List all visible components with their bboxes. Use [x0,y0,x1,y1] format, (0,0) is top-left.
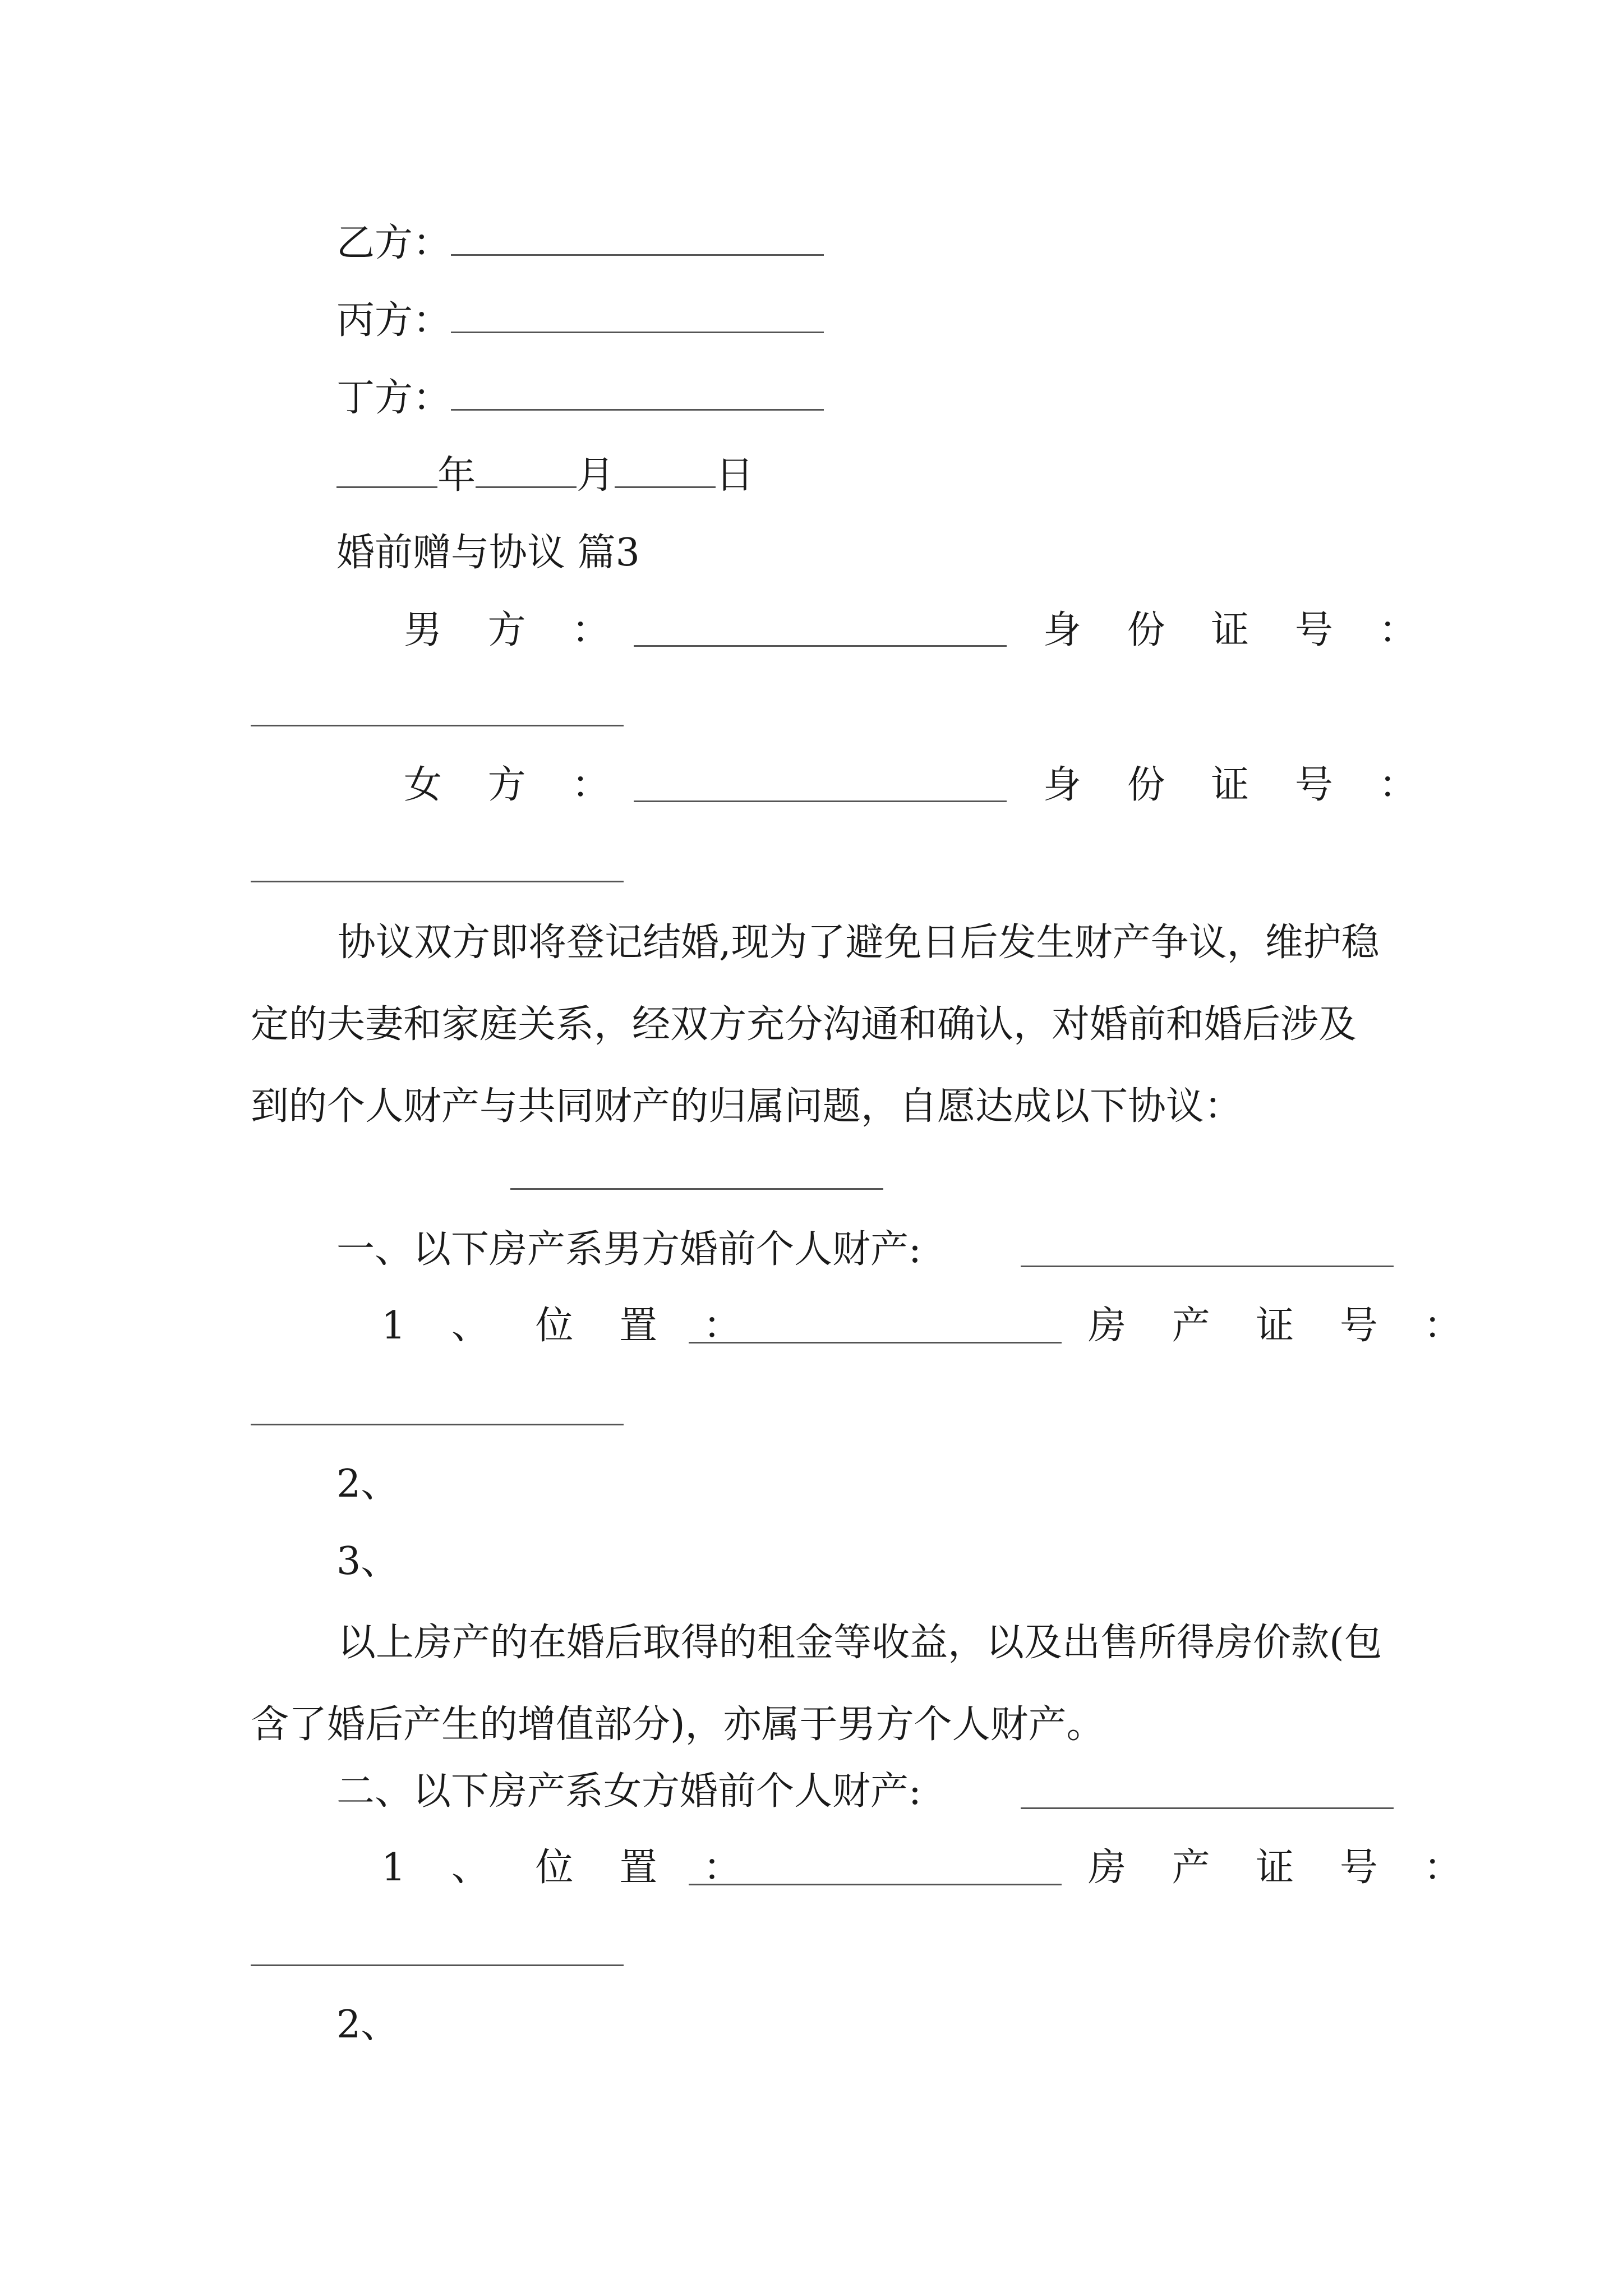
day-blank[interactable] [615,486,716,488]
party-bing-blank[interactable] [451,332,824,333]
clause-one-heading-blank[interactable] [1021,1266,1394,1267]
clause-two-heading-blank[interactable] [1021,1807,1394,1809]
income-text: 以上房产的在婚后取得的租金等收益，以及出售所得房价款(包含了婚后产生的增值部分)，亦属于男方个人财产。 [251,1621,1382,1747]
clause-two-cert-label: 房 产 证 号 ： [1088,1846,1479,1890]
male-name-blank[interactable] [634,645,1007,647]
intro-paragraph [251,902,1386,1148]
clause-one-cert-blank[interactable] [251,1424,624,1425]
female-label: 女 方 ： [404,763,627,807]
year-blank[interactable] [336,486,437,488]
party-ding-label: 丁方： [336,376,451,420]
male-label: 男 方 ： [404,608,627,652]
clause-one-heading-text: 一、以下房产系男方婚前个人财产: [336,1227,921,1272]
party-ding-blank[interactable] [451,409,824,411]
party-bing-line [336,298,824,343]
clause-one-item3: 3、 [336,1539,399,1584]
clause-two-item2: 2、 [336,2003,399,2047]
year-label: 年 [437,453,476,498]
male-id-label: 身 份 证 号 ： [1043,608,1434,652]
clause-one-item1-label: 1 、 位 置 ： [381,1304,758,1348]
party-yi-blank[interactable] [451,254,824,256]
income-paragraph [251,1602,1386,1766]
female-id-blank[interactable] [251,881,624,882]
section-title: 婚前赠与协议 篇3 [336,531,640,575]
clause-two-heading-text: 二、以下房产系女方婚前个人财产: [336,1769,921,1814]
month-blank[interactable] [476,486,577,488]
male-id-blank[interactable] [251,725,624,726]
clause-two-cert-blank[interactable] [251,1964,624,1966]
party-yi-label: 乙方： [336,221,451,265]
clause-one-location-blank[interactable] [689,1342,1062,1343]
party-yi-line [336,221,824,265]
clause-two-heading [336,1769,921,1814]
clause-one-cert-label: 房 产 证 号 ： [1088,1304,1479,1348]
female-name-blank[interactable] [634,800,1007,802]
clause-two-location-blank[interactable] [689,1884,1062,1885]
intro-blank[interactable] [510,1188,883,1190]
clause-one-item2: 2、 [336,1462,399,1506]
date-line [336,453,754,498]
female-id-label: 身 份 证 号 ： [1043,763,1434,807]
intro-text: 协议双方即将登记结婚,现为了避免日后发生财产争议，维护稳定的夫妻和家庭关系，经双方充分沟通和确认，对婚前和婚后涉及到的个人财产与共同财产的归属问题，自愿达成以下协议： [251,921,1380,1129]
party-ding-line [336,376,824,420]
month-label: 月 [577,453,615,498]
party-bing-label: 丙方： [336,298,451,343]
clause-two-item1-label: 1 、 位 置 ： [381,1846,758,1890]
day-label: 日 [716,453,754,498]
clause-one-heading [336,1227,921,1272]
